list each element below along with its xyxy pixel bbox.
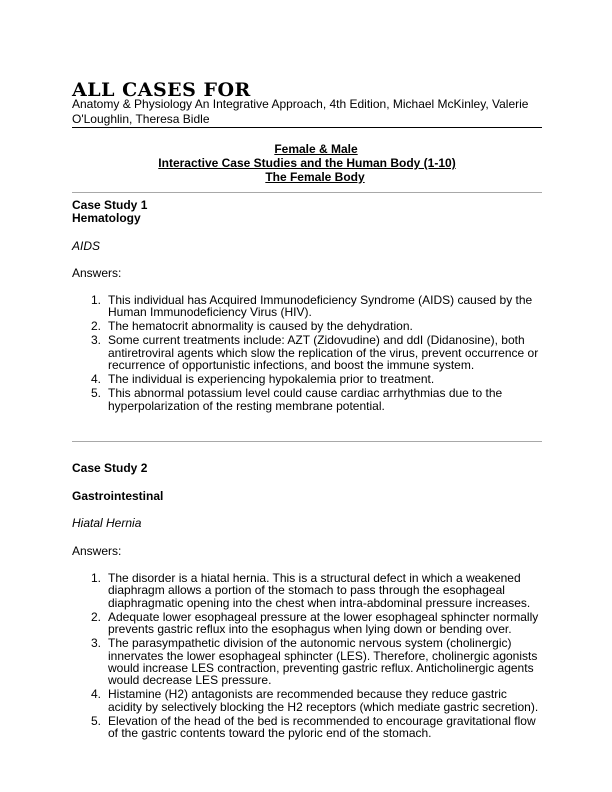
list-item: 2. Adequate lower esophageal pressure at the lower esophageal sphincter normally prevents gastric reflux into the esophagus when lying down or bending over. xyxy=(91,609,539,637)
case-divider xyxy=(72,441,542,442)
book-citation: Anatomy & Physiology An Integrative Approach, 4th Edition, Michael McKinley, Valerie O'Loughlin, Theresa Bidle xyxy=(72,97,529,126)
case2-answer-list xyxy=(72,572,542,741)
case2-label: Case Study 2 xyxy=(72,461,148,475)
list-item: 4. Histamine (H2) antagonists are recommended because they reduce gastric acidity by selectively blocking the H2 receptors (which mediate gastric secretion). xyxy=(91,687,539,714)
list-item: 4. The individual is experiencing hypokalemia prior to treatment. xyxy=(91,372,435,387)
section-divider xyxy=(72,192,542,193)
title-divider xyxy=(72,127,542,128)
list-item: 3. Some current treatments include: AZT (Zidovudine) and ddI (Didanosine), both antiretroviral agents which slow the replication of the virus, prevent occurrence or recurrence of opportunistic infections, and boost the immune system. xyxy=(91,333,539,373)
case1-answer-list xyxy=(72,294,542,414)
case1-system: Hematology xyxy=(72,211,141,225)
list-item: 1. This individual has Acquired Immunodeficiency Syndrome (AIDS) caused by the Human Immunodeficiency Virus (HIV). xyxy=(91,293,533,320)
case1-answers-label: Answers: xyxy=(72,266,122,280)
case2-system: Gastrointestinal xyxy=(72,489,164,503)
case1-condition: AIDS xyxy=(72,239,101,253)
list-item: 5. This abnormal potassium level could cause cardiac arrhythmias due to the hyperpolarization of the resting membrane potential. xyxy=(91,386,503,413)
list-item: 1. The disorder is a hiatal hernia. This is a structural defect in which a weakened diaphragm allows a portion of the stomach to pass through the esophageal diaphragmatic opening into the chest when intra-abdominal pressure increases. xyxy=(91,571,531,610)
section-headings xyxy=(72,142,542,184)
list-item: 3. The parasympathetic division of the autonomic nervous system (cholinergic) innervates the lower esophageal sphincter (LES). Therefore, cholinergic agonists would increase LES contraction, preventing gastric reflux. Anticholinergic agents would decrease LES pressure. xyxy=(91,636,538,688)
list-item: 5. Elevation of the head of the bed is recommended to encourage gravitational flow of the gastric contents toward the pyloric end of the stomach. xyxy=(91,713,536,741)
document-title: ALL CASES FOR xyxy=(72,79,251,101)
list-item: 2. The hematocrit abnormality is caused by the dehydration. xyxy=(91,319,413,334)
case2-condition: Hiatal Hernia xyxy=(72,516,142,530)
case1-label: Case Study 1 xyxy=(72,198,148,212)
heading-interactive-cases: Interactive Case Studies and the Human Body (1-10) xyxy=(158,156,456,170)
case2-answers-label: Answers: xyxy=(72,544,122,558)
heading-female-body: The Female Body xyxy=(265,170,365,184)
heading-female-male: Female & Male xyxy=(274,142,358,156)
